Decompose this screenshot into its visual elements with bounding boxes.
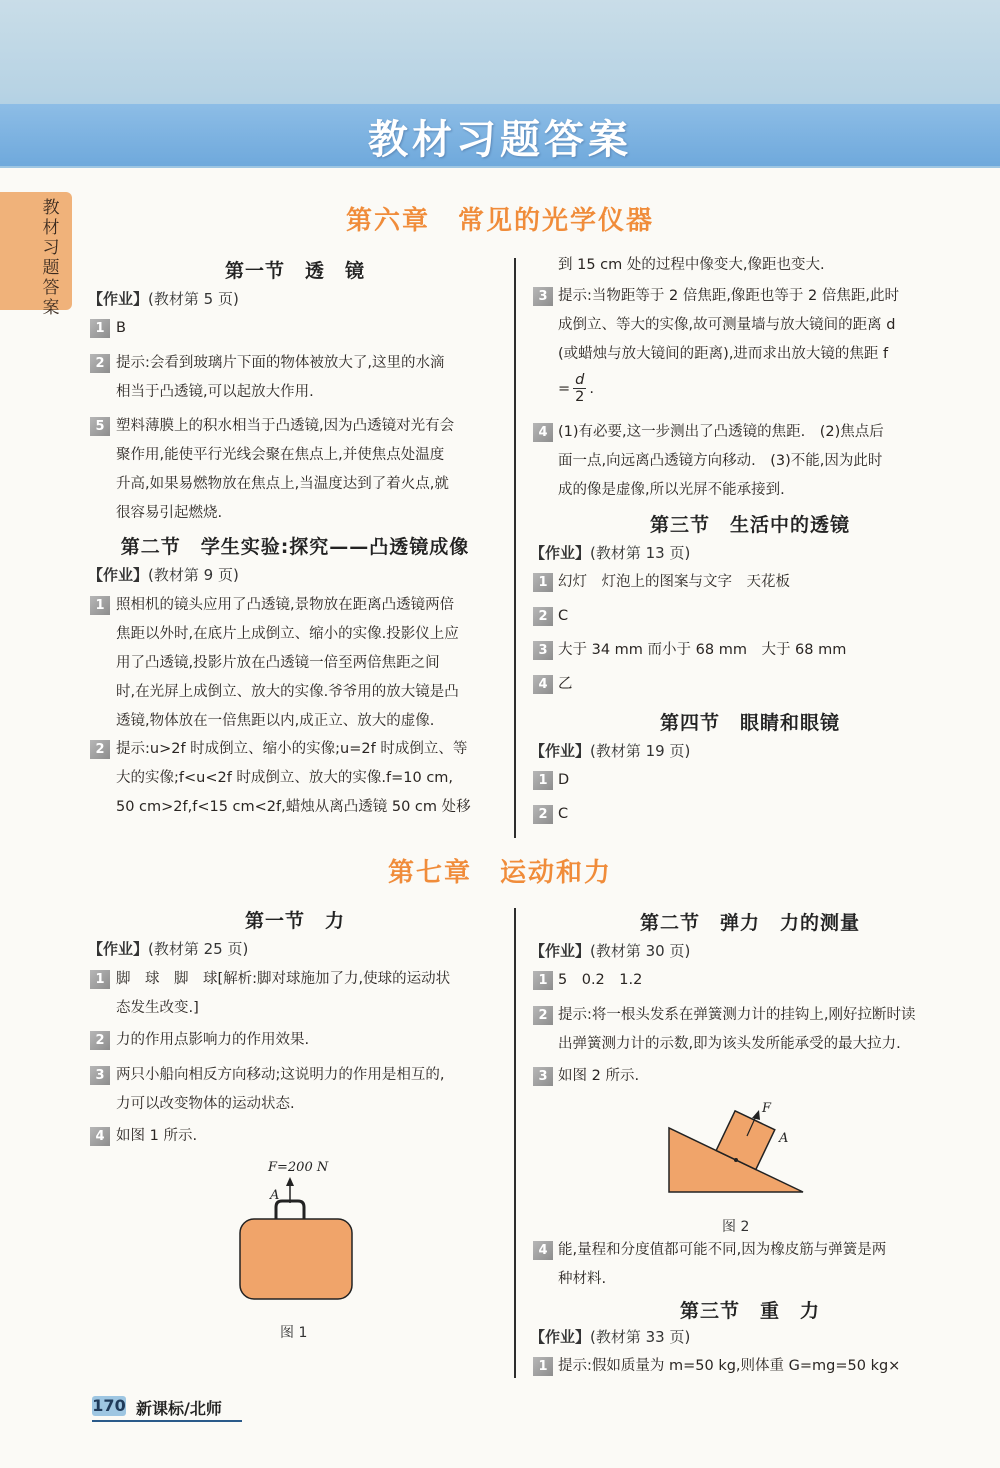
footer-label: 新课标/北师 — [136, 1399, 222, 1418]
footer-rule — [92, 1420, 242, 1422]
answer-text: 如图 1 所示. — [116, 1128, 198, 1144]
answer-text: 能,量程和分度值都可能不同,因为橡皮筋与弹簧是两 种材料. — [558, 1242, 887, 1287]
section-title: 第四节 眼睛和眼镜 — [659, 712, 840, 734]
chapter-6-heading — [0, 200, 1000, 237]
chapter-6-number: 第六章 — [345, 206, 430, 236]
item-number: 2 — [533, 1006, 553, 1025]
item-number: 3 — [533, 641, 553, 660]
answer-text: 大于 34 mm 而小于 68 mm 大于 68 mm — [558, 642, 847, 658]
bag-body — [240, 1219, 352, 1299]
answer-text: 5 0.2 1.2 — [558, 972, 643, 988]
item-number: 1 — [533, 1357, 553, 1376]
answer-text: 提示:将一根头发系在弹簧测力计的挂钩上,刚好拉断时读 出弹簧测力计的示数,即为该头发所能承受的最大拉力. — [558, 1007, 916, 1052]
chapter-7-number: 第七章 — [387, 858, 472, 888]
side-tab-label: 教材习题答案 — [42, 198, 60, 318]
section-title: 第一节 透 镜 — [224, 260, 365, 282]
section-title: 第三节 重 力 — [679, 1300, 820, 1322]
bag-handle — [276, 1201, 304, 1221]
item-number: 4 — [533, 1241, 553, 1260]
item-number: 1 — [90, 596, 110, 615]
item-number: 2 — [90, 1031, 110, 1050]
homework-tag: 【作业】(教材第 25 页) — [88, 940, 249, 958]
answer-text: 照相机的镜头应用了凸透镜,景物放在距离凸透镜两倍 焦距以外时,在底片上成倒立、缩小的实像.投影仪上应 用了凸透镜,投影片放在凸透镜一倍至两倍焦距之间 时,在光屏上成倒立、放大的实像.爷爷用的放大镜是凸 透镜,物体放在一倍焦距以内,成正立、放大的虚像. — [116, 597, 459, 729]
figure-1-bag — [230, 1155, 360, 1315]
answer-text: 提示:u>2f 时成倒立、缩小的实像;u=2f 时成倒立、等 大的实像;f<u<2f 时成倒立、放大的实像.f=10 cm, 50 cm>2f,f<15 cm<2f,蜡烛从离凸透镜 50 cm 处移 — [116, 741, 471, 815]
homework-tag: 【作业】(教材第 19 页) — [530, 742, 691, 760]
answer-text: 脚 球 脚 球[解析:脚对球施加了力,使球的运动状 态发生改变.] — [116, 971, 451, 1016]
force-arrow-head — [286, 1177, 294, 1186]
column-divider — [514, 908, 516, 1378]
item-number: 1 — [533, 971, 553, 990]
item-number: 4 — [90, 1127, 110, 1146]
answer-text: 力的作用点影响力的作用效果. — [116, 1032, 310, 1048]
force-point — [734, 1158, 738, 1162]
item-number: 4 — [533, 423, 553, 442]
focal-formula: = $\frac{d}{2}$ . — [558, 372, 594, 405]
answer-text: D — [558, 772, 570, 788]
answer-text: 两只小船向相反方向移动;这说明力的作用是相互的, 力可以改变物体的运动状态. — [116, 1067, 445, 1112]
answer-text: 乙 — [558, 676, 573, 692]
answer-text: 如图 2 所示. — [558, 1068, 640, 1084]
answer-text: 提示:当物距等于 2 倍焦距,像距也等于 2 倍焦距,此时 成倒立、等大的实像,故可测量墙与放大镜间的距离 d (或蜡烛与放大镜间的距离),进而求出放大镜的焦距 f — [558, 288, 899, 362]
answer-text: (1)有必要,这一步测出了凸透镜的焦距. (2)焦点后 面一点,向远离凸透镜方向移动. (3)不能,因为此时 成的像是虚像,所以光屏不能承接到. — [558, 424, 884, 498]
page-title: 教材习题答案 — [368, 117, 632, 163]
section-title: 第二节 弹力 力的测量 — [639, 912, 860, 934]
homework-tag: 【作业】(教材第 9 页) — [88, 566, 239, 584]
homework-tag: 【作业】(教材第 13 页) — [530, 544, 691, 562]
figure-1-point-label: A — [270, 1188, 280, 1203]
item-number: 4 — [533, 675, 553, 694]
answer-text: 塑料薄膜上的积水相当于凸透镜,因为凸透镜对光有会 聚作用,能使平行光线会聚在焦点上,并使焦点处温度 升高,如果易燃物放在焦点上,当温度达到了着火点,就 很容易引起燃烧. — [116, 418, 455, 521]
item-number: 2 — [533, 607, 553, 626]
item-number: 5 — [90, 417, 110, 436]
answer-continuation: 到 15 cm 处的过程中像变大,像距也变大. — [558, 257, 825, 273]
homework-tag: 【作业】(教材第 30 页) — [530, 942, 691, 960]
force-arrow-head — [752, 1110, 760, 1120]
page-number: 170 — [92, 1396, 126, 1415]
figure-1-caption: 图 1 — [280, 1325, 308, 1341]
answer-text: C — [558, 608, 569, 624]
item-number: 3 — [533, 1067, 553, 1086]
column-divider — [514, 258, 516, 838]
homework-tag: 【作业】(教材第 5 页) — [88, 290, 239, 308]
item-number: 1 — [533, 573, 553, 592]
item-number: 3 — [533, 287, 553, 306]
answer-text: 提示:假如质量为 m=50 kg,则体重 G=mg=50 kg× — [558, 1358, 901, 1374]
item-number: 2 — [90, 740, 110, 759]
homework-tag: 【作业】(教材第 33 页) — [530, 1328, 691, 1346]
item-number: 1 — [90, 319, 110, 338]
figure-2-incline — [665, 1096, 810, 1196]
figure-1-force-label: F=200 N — [268, 1160, 329, 1175]
item-number: 1 — [533, 771, 553, 790]
chapter-7-heading — [0, 852, 1000, 889]
section-title: 第一节 力 — [244, 910, 345, 932]
item-number: 2 — [90, 354, 110, 373]
figure-2-point-label: A — [779, 1131, 789, 1146]
figure-2-caption: 图 2 — [722, 1219, 750, 1235]
figure-2-force-label: F — [762, 1101, 772, 1116]
item-number: 2 — [533, 805, 553, 824]
answer-text: C — [558, 806, 569, 822]
section-title: 第二节 学生实验:探究——凸透镜成像 — [120, 536, 470, 558]
answer-text: B — [116, 320, 126, 336]
item-number: 1 — [90, 970, 110, 989]
chapter-7-name: 运动和力 — [500, 858, 613, 888]
section-title: 第三节 生活中的透镜 — [649, 514, 850, 536]
answer-text: 幻灯 灯泡上的图案与文字 天花板 — [558, 574, 790, 590]
chapter-6-name: 常见的光学仪器 — [458, 206, 655, 236]
item-number: 3 — [90, 1066, 110, 1085]
answer-text: 提示:会看到玻璃片下面的物体被放大了,这里的水滴 相当于凸透镜,可以起放大作用. — [116, 355, 445, 400]
